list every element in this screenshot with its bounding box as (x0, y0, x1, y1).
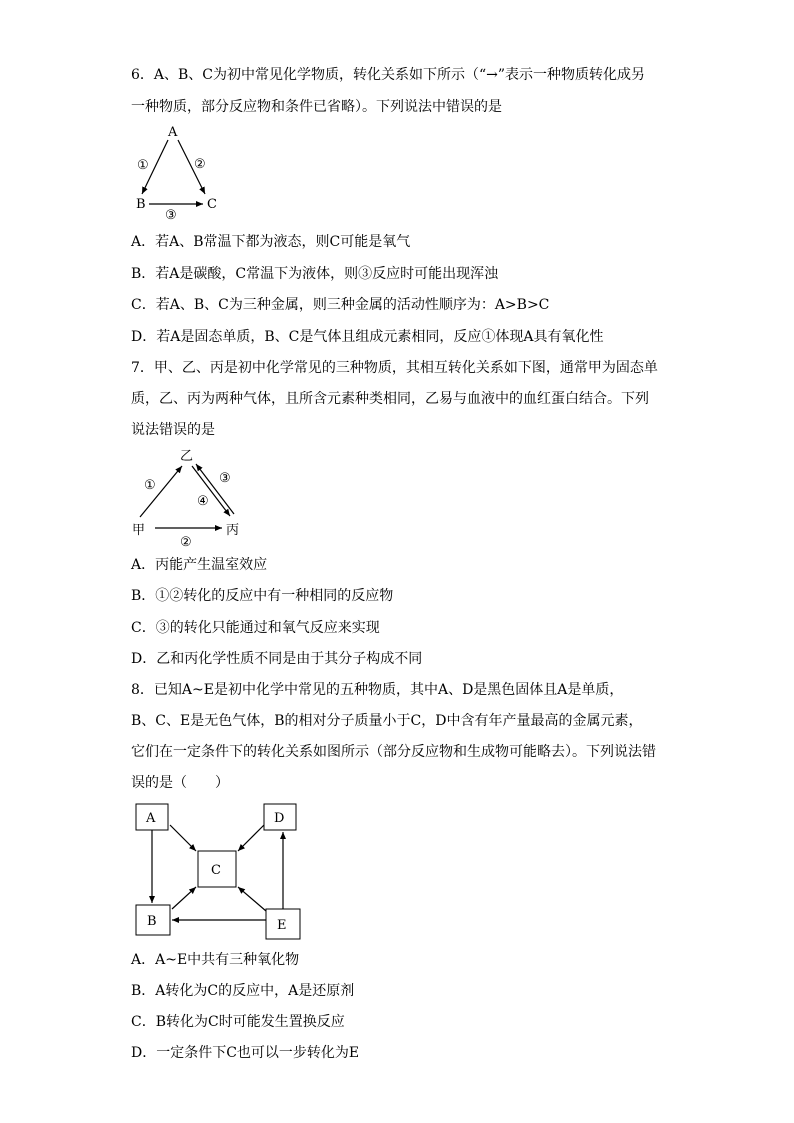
q6-option-a: A．若A、B常温下都为液态，则C可能是氧气 (131, 234, 411, 250)
q6-stem-line2: 一种物质，部分反应物和条件已省略）。下列说法中错误的是 (131, 99, 502, 115)
q8-stem-line4: 误的是（ ） (131, 775, 229, 791)
q6-node-c: C (207, 197, 217, 212)
q8-node-e: E (277, 918, 287, 933)
q7-stem-line2: 质，乙、丙为两种气体，且所含元素种类相同，乙易与血液中的血红蛋白结合。下列 (131, 391, 649, 407)
q8-arrow-e-c (238, 887, 266, 911)
q7-label-4: ④ (197, 494, 209, 509)
q7-node-bing: 丙 (226, 523, 240, 538)
q8-stem-line1: 8．已知A~E是初中化学中常见的五种物质，其中A、D是黑色固体且A是单质， (131, 682, 624, 698)
q6-option-c: C．若A、B、C为三种金属，则三种金属的活动性顺序为：A>B>C (131, 297, 550, 313)
q6-option-b: B．若A是碳酸，C常温下为液体，则③反应时可能出现浑浊 (131, 266, 499, 282)
q8-arrow-b-c (172, 887, 196, 909)
q6-label-3: ③ (165, 208, 177, 223)
q8-stem-line2: B、C、E是无色气体，B的相对分子质量小于C，D中含有年产量最高的金属元素， (131, 713, 643, 729)
q8-node-b: B (147, 914, 157, 929)
q7-label-3: ③ (219, 471, 231, 486)
q8-node-c: C (211, 863, 221, 878)
q6-node-b: B (136, 197, 146, 212)
q7-diagram (130, 442, 250, 550)
q8-option-b: B．A转化为C的反应中，A是还原剂 (131, 983, 355, 999)
q8-option-a: A．A~E中共有三种氧化物 (131, 952, 300, 968)
q7-option-a: A．丙能产生温室效应 (131, 557, 268, 573)
q8-node-a: A (146, 811, 156, 826)
q6-label-2: ② (194, 157, 206, 172)
q7-stem-line3: 说法错误的是 (131, 422, 215, 438)
q7-label-2: ② (180, 535, 192, 550)
q8-stem-line3: 它们在一定条件下的转化关系如图所示（部分反应物和生成物可能略去）。下列说法错 (131, 744, 656, 760)
q7-node-yi: 乙 (180, 449, 194, 464)
q8-diagram (134, 801, 309, 941)
q7-option-c: C．③的转化只能通过和氧气反应来实现 (131, 620, 380, 636)
q7-option-b: B．①②转化的反应中有一种相同的反应物 (131, 588, 394, 604)
q6-option-d: D．若A是固态单质，B、C是气体且组成元素相同，反应①体现A具有氧化性 (131, 329, 604, 345)
q8-node-d: D (274, 811, 285, 826)
q7-option-d: D．乙和丙化学性质不同是由于其分子构成不同 (131, 651, 423, 667)
q6-diagram (130, 124, 230, 223)
q8-option-d: D．一定条件下C也可以一步转化为E (131, 1045, 360, 1061)
q6-node-a: A (168, 125, 178, 140)
q7-stem-line1: 7．甲、乙、丙是初中化学常见的三种物质，其相互转化关系如下图，通常甲为固态单 (131, 360, 658, 376)
q7-label-1: ① (144, 478, 156, 493)
q8-arrow-a-c (170, 825, 196, 851)
q6-label-1: ① (137, 158, 149, 173)
q8-arrow-d-c (238, 825, 264, 851)
q6-stem-line1: 6．A、B、C为初中常见化学物质，转化关系如下所示（“→”表示一种物质转化成另 (131, 67, 646, 83)
q7-node-jia: 甲 (132, 523, 146, 538)
q8-option-c: C．B转化为C时可能发生置换反应 (131, 1014, 345, 1030)
